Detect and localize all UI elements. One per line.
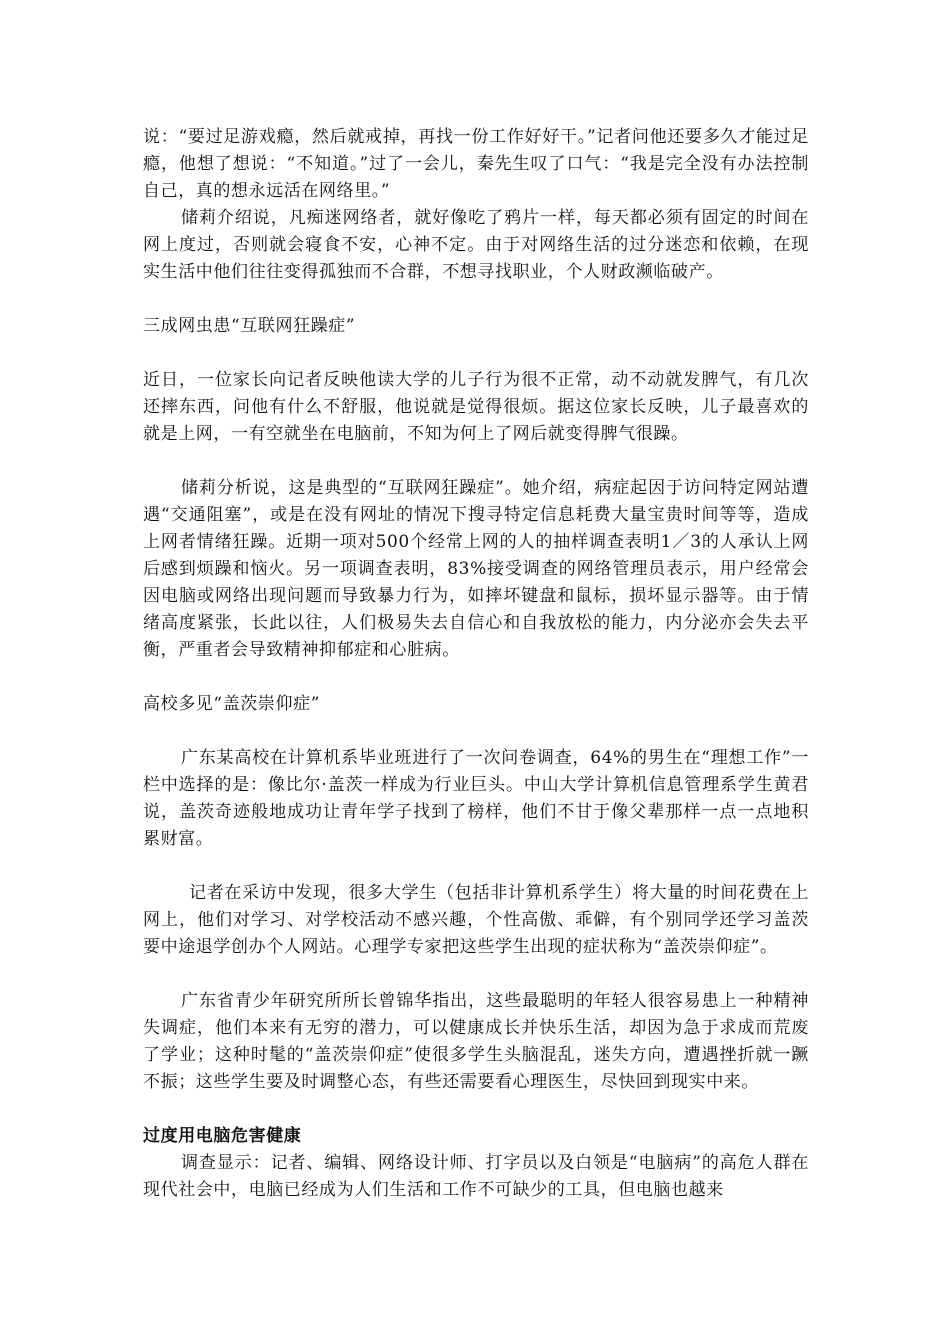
paragraph-chu-li-addiction: 储莉介绍说，凡痴迷网络者，就好像吃了鸦片一样，每天都必须有固定的时间在网上度过，否则就会寝食不安，心神不定。由于对网络生活的过分迷恋和依赖，在现实生活中他们往往变得孤独而不合群，不想寻找职业，个人财政濒临破产。 [143, 208, 809, 282]
paragraph-survey-guangdong: 广东某高校在计算机系毕业班进行了一次问卷调查，64%的男生在“理想工作”一栏中选择的是：像比尔·盖茨一样成为行业巨头。中山大学计算机信息管理系学生黄君说，盖茨奇迹般地成功让青年学子找到了榜样，他们不甘于像父辈那样一点一点地积累财富。 [143, 748, 809, 849]
spacer [143, 1096, 809, 1123]
document-page [143, 124, 809, 1204]
spacer [143, 286, 809, 313]
paragraph-reporter-findings: 记者在采访中发现，很多大学生（包括非计算机系学生）将大量的时间花费在上网上，他们对学习、对学校活动不感兴趣，个性高傲、乖僻，有个别同学还学习盖茨要中途退学创办个人网站。心理学专家把这些学生出现的症状称为“盖茨崇仰症”。 [143, 883, 809, 957]
paragraph-gaming-addiction-quote: 说：“要过足游戏瘾，然后就戒掉，再找一份工作好好干。”记者问他还要多久才能过足瘾，他想了想说：“不知道。”过了一会儿，秦先生叹了口气：“我是完全没有办法控制自己，真的想永远活在网络里。” [143, 127, 809, 201]
paragraph-expert-opinion: 广东省青少年研究所所长曾锦华指出，这些最聪明的年轻人很容易患上一种精神失调症，他们本来有无穷的潜力，可以健康成长并快乐生活，却因为急于求成而荒废了学业；这种时髦的“盖茨崇仰症”使很多学生头脑混乱，迷失方向，遭遇挫折就一蹶不振；这些学生要及时调整心态，有些还需要看心理医生，尽快回到现实中来。 [143, 991, 809, 1092]
spacer [143, 340, 809, 367]
paragraph-mania-analysis: 储莉分析说，这是典型的“互联网狂躁症”。她介绍，病症起因于访问特定网站遭遇“交通阻塞”，或是在没有网址的情况下搜寻特定信息耗费大量宝贵时间等等，造成上网者情绪狂躁。近期一项对500个经常上网的人的抽样调查表明1／3的人承认上网后感到烦躁和恼火。另一项调查表明，83%接受调查的网络管理员表示，用户经常会因电脑或网络出现问题而导致暴力行为，如摔坏键盘和鼠标，损坏显示器等。由于情绪高度紧张，长此以往，人们极易失去自信心和自我放松的能力，内分泌亦会失去平衡，严重者会导致精神抑郁症和心脏病。 [143, 478, 809, 660]
spacer [143, 448, 809, 475]
paragraph-parent-report: 近日，一位家长向记者反映他读大学的儿子行为很不正常，动不动就发脾气，有几次还摔东西，问他有什么不舒服，他说就是觉得很烦。据这位家长反映，儿子最喜欢的就是上网，一有空就坐在电脑前，不知为何上了网后就变得脾气很躁。 [143, 370, 809, 444]
section-heading-internet-mania: 三成网虫患“互联网狂躁症” [143, 316, 356, 336]
spacer [143, 664, 809, 691]
spacer [143, 853, 809, 880]
section-heading-computer-health: 过度用电脑危害健康 [143, 1126, 302, 1146]
spacer [143, 961, 809, 988]
section-heading-gates-worship: 高校多见“盖茨崇仰症” [143, 694, 320, 714]
spacer [143, 718, 809, 745]
paragraph-survey-high-risk: 调查显示：记者、编辑、网络设计师、打字员以及白领是“电脑病”的高危人群在现代社会中，电脑已经成为人们生活和工作不可缺少的工具，但电脑也越来 [143, 1153, 809, 1200]
